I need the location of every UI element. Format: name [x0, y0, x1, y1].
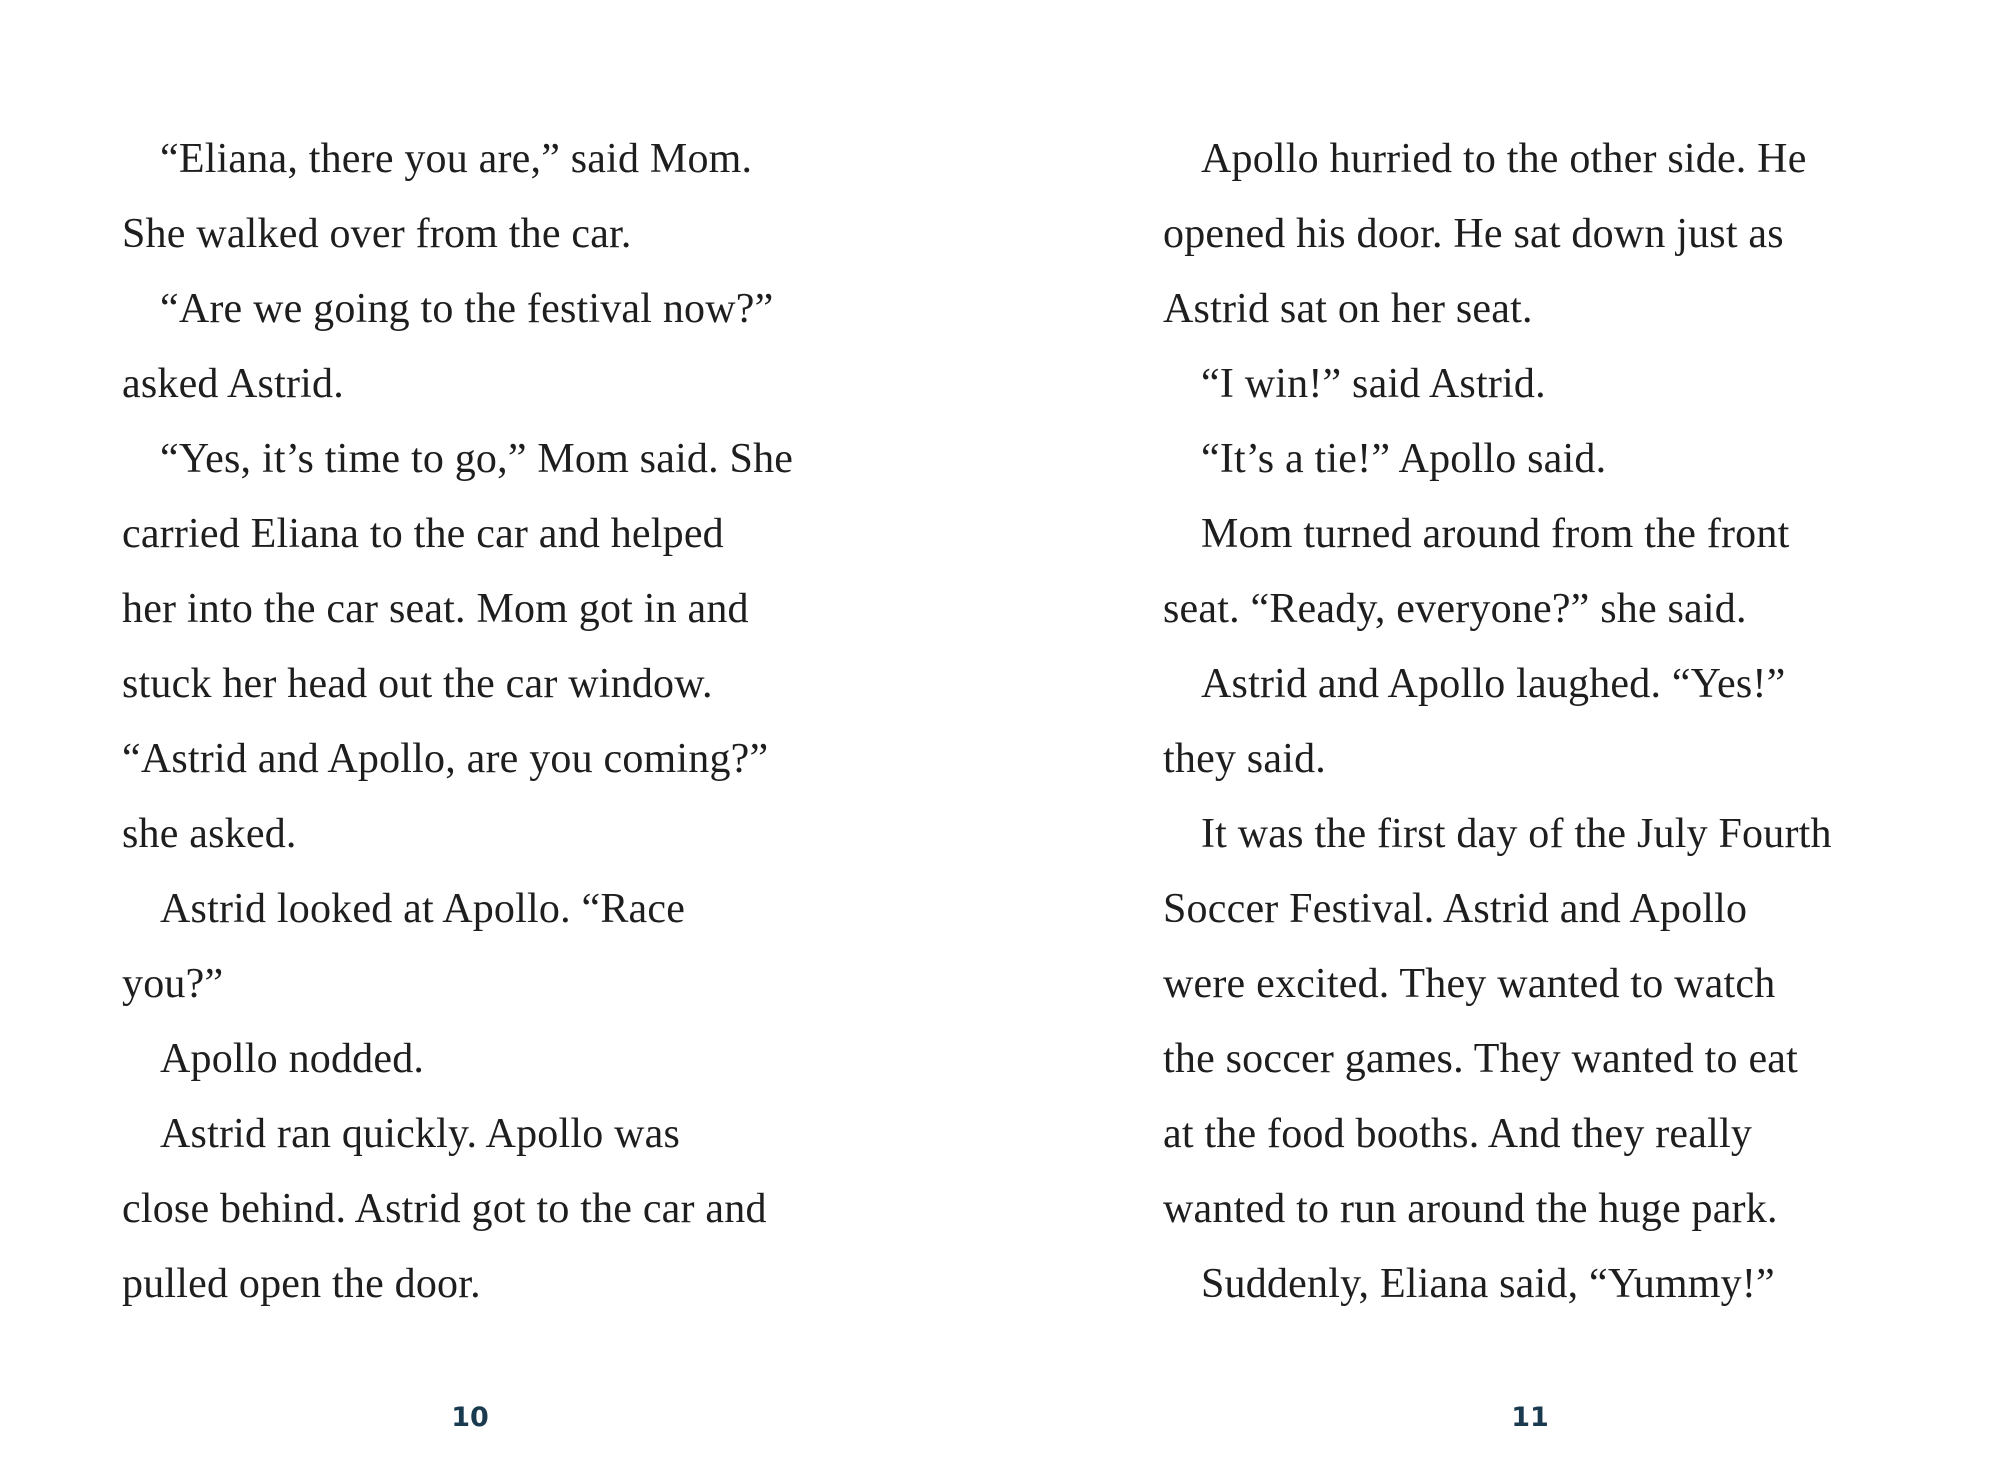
- text-line: Astrid looked at Apollo. “Race: [160, 886, 686, 932]
- text-line: asked Astrid.: [122, 361, 344, 407]
- text-line: wanted to run around the huge park.: [1163, 1186, 1778, 1232]
- text-line: Astrid sat on her seat.: [1163, 286, 1533, 332]
- text-line: “Are we going to the festival now?”: [160, 286, 774, 332]
- text-line: Apollo nodded.: [160, 1036, 425, 1082]
- text-line: “It’s a tie!” Apollo said.: [1201, 436, 1607, 482]
- text-line: Astrid ran quickly. Apollo was: [160, 1111, 681, 1157]
- text-line: they said.: [1163, 736, 1326, 782]
- text-line: carried Eliana to the car and helped: [122, 511, 724, 557]
- text-line: were excited. They wanted to watch: [1163, 961, 1776, 1007]
- text-line: “Eliana, there you are,” said Mom.: [160, 136, 753, 182]
- text-line: Mom turned around from the front: [1201, 511, 1790, 557]
- text-line: seat. “Ready, everyone?” she said.: [1163, 586, 1747, 632]
- text-line: the soccer games. They wanted to eat: [1163, 1036, 1799, 1082]
- text-line: Suddenly, Eliana said, “Yummy!”: [1201, 1261, 1775, 1307]
- page-right-number: 11: [1511, 1402, 1549, 1433]
- page-right: [1000, 0, 2000, 1481]
- text-line: Astrid and Apollo laughed. “Yes!”: [1201, 661, 1786, 707]
- text-line: “I win!” said Astrid.: [1201, 361, 1546, 407]
- text-line: her into the car seat. Mom got in and: [122, 586, 749, 632]
- text-line: It was the first day of the July Fourth: [1201, 811, 1832, 857]
- text-line: Apollo hurried to the other side. He: [1201, 136, 1807, 182]
- text-line: “Yes, it’s time to go,” Mom said. She: [160, 436, 794, 482]
- text-line: opened his door. He sat down just as: [1163, 211, 1784, 257]
- text-line: you?”: [122, 961, 224, 1007]
- text-line: She walked over from the car.: [122, 211, 632, 257]
- text-line: she asked.: [122, 811, 297, 857]
- text-line: Soccer Festival. Astrid and Apollo: [1163, 886, 1748, 932]
- page-left-number: 10: [451, 1402, 489, 1433]
- text-line: stuck her head out the car window.: [122, 661, 713, 707]
- page-left-text-block: [122, 122, 882, 1322]
- page-right-text-block: [1163, 122, 1923, 1322]
- text-line: close behind. Astrid got to the car and: [122, 1186, 767, 1232]
- text-line: pulled open the door.: [122, 1261, 481, 1307]
- text-line: “Astrid and Apollo, are you coming?”: [122, 736, 769, 782]
- text-line: at the food booths. And they really: [1163, 1111, 1753, 1157]
